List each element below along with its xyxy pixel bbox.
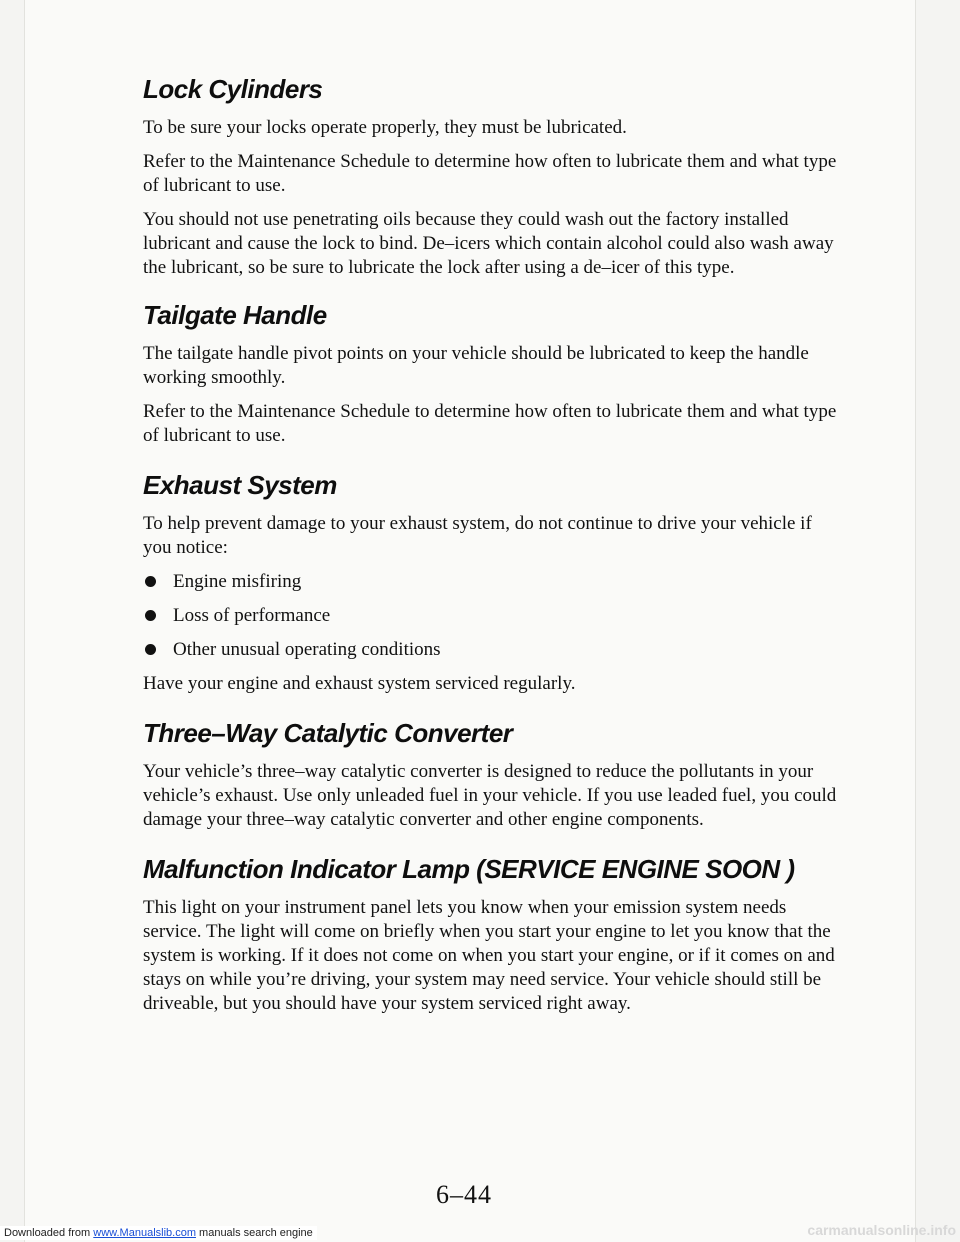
list-item — [143, 638, 843, 662]
section-heading: Three–Way Catalytic Converter — [143, 718, 513, 748]
section-lock-cylinders — [143, 72, 843, 280]
paragraph: The tailgate handle pivot points on your vehicle should be lubricated to keep the handle working smoothly. — [143, 343, 809, 388]
list-item — [143, 570, 843, 594]
bullet-icon — [145, 576, 156, 587]
bullet-icon — [145, 644, 156, 655]
paragraph: To help prevent damage to your exhaust system, do not continue to drive your vehicle if you notice: — [143, 513, 812, 558]
paragraph: Refer to the Maintenance Schedule to determine how often to lubricate them and what type of lubricant to use. — [143, 401, 837, 446]
section-exhaust-system — [143, 468, 843, 696]
paragraph: To be sure your locks operate properly, they must be lubricated. — [143, 117, 627, 138]
section-heading: Malfunction Indicator Lamp (SERVICE ENGINE SOON ) — [143, 854, 795, 884]
page-number: 6–44 — [436, 1180, 492, 1209]
footer-suffix: manuals search engine — [195, 1227, 313, 1239]
bullet-icon — [145, 610, 156, 621]
section-heading: Exhaust System — [143, 470, 337, 500]
section-tailgate-handle — [143, 298, 843, 448]
paragraph: Have your engine and exhaust system serviced regularly. — [143, 673, 576, 694]
paragraph: Refer to the Maintenance Schedule to determine how often to lubricate them and what type of lubricant to use. — [143, 151, 837, 196]
download-footer — [0, 1226, 317, 1240]
section-malfunction-indicator-lamp — [143, 852, 843, 1016]
list-item-text: Engine misfiring — [173, 571, 302, 592]
footer-prefix: Downloaded from — [4, 1227, 94, 1239]
list-item — [143, 604, 843, 628]
manualslib-link[interactable]: www.Manualslib.com — [93, 1227, 196, 1239]
section-heading: Tailgate Handle — [143, 300, 327, 330]
paragraph: Your vehicle’s three–way catalytic converter is designed to reduce the pollutants in your vehicle’s exhaust. Use only unleaded fuel in your vehicle. If you use leaded fuel, you could damage your three–way catalytic converter and other engine components. — [143, 761, 837, 830]
section-heading: Lock Cylinders — [143, 74, 323, 104]
manual-page — [24, 0, 916, 1242]
paragraph: This light on your instrument panel lets you know when your emission system needs service. The light will come on briefly when you start your engine to let you know that the system is working. If it does not come on when you start your engine, or if it comes on and stays on while you’re driving, your system may need service. Your vehicle should still be driveable, but you should have your system serviced right away. — [143, 897, 835, 1014]
section-catalytic-converter — [143, 716, 843, 832]
list-item-text: Loss of performance — [173, 605, 331, 626]
paragraph: You should not use penetrating oils because they could wash out the factory installed lubricant and cause the lock to bind. De–icers which contain alcohol could also wash away the lubricant, so be sure to lubricate the lock after using a de–icer of this type. — [143, 209, 834, 278]
bullet-list — [143, 570, 843, 662]
page-content — [143, 72, 843, 1036]
watermark: carmanualsonline.info — [807, 1222, 956, 1238]
list-item-text: Other unusual operating conditions — [173, 639, 441, 660]
